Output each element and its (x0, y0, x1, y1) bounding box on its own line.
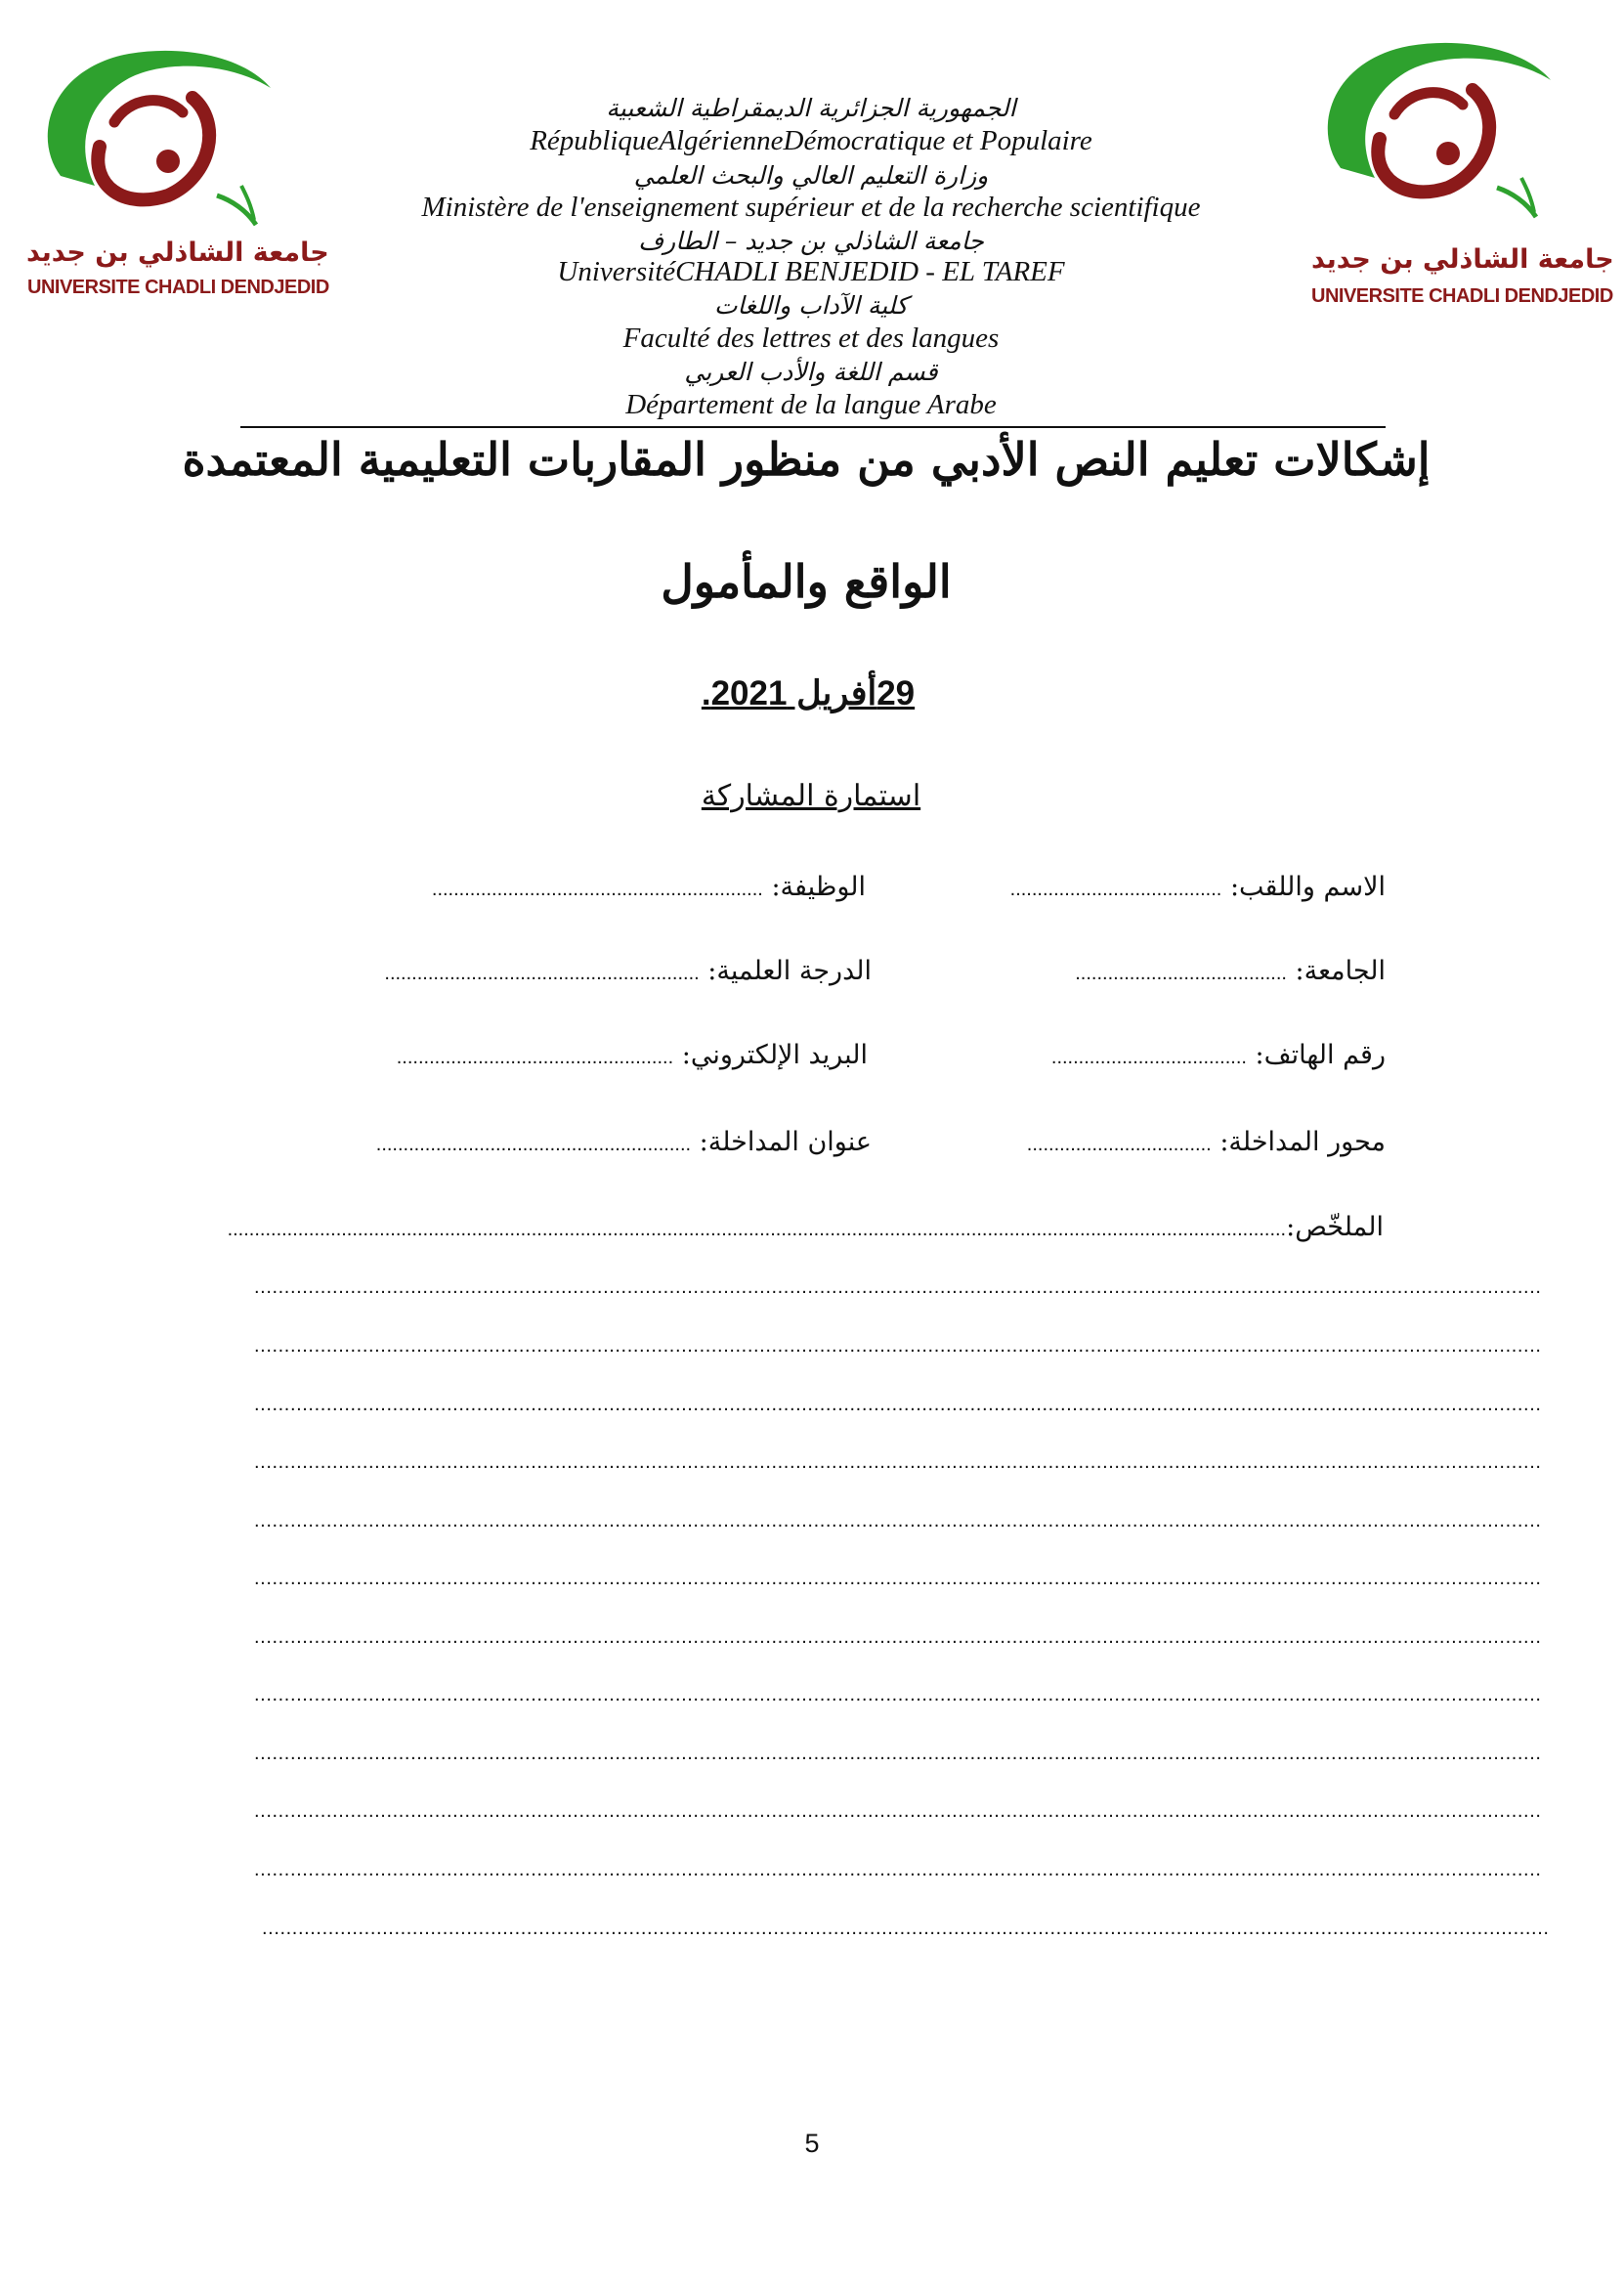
axis-field[interactable] (1027, 1127, 1386, 1157)
header-university-ar: جامعة الشاذلي بن جديد – الطارف (638, 227, 984, 255)
phone-dotted-line: .................................... (1050, 1047, 1247, 1068)
email-dotted-line: ................................................... (396, 1047, 674, 1068)
degree-label: الدرجة العلمية: (707, 956, 872, 986)
email-field[interactable] (397, 1040, 868, 1070)
name-field[interactable] (1010, 872, 1386, 902)
name-dotted-line: ....................................... (1009, 879, 1222, 900)
summary-line[interactable]: ...................................................................................................................................................................................................................... (254, 1800, 1542, 1822)
university-emblem-icon (21, 29, 285, 225)
email-label: البريد الإلكتروني: (681, 1040, 868, 1070)
conference-subtitle: الواقع والمأمول (661, 555, 952, 608)
header-republic-fr: RépubliqueAlgérienneDémocratique et Populaire (530, 125, 1092, 156)
axis-dotted-line: .................................. (1026, 1134, 1212, 1155)
summary-field[interactable] (227, 1212, 1384, 1242)
job-dotted-line: ............................................................. (431, 879, 763, 900)
summary-dotted-line: ................................................................................................................................................................................................... (227, 1219, 1287, 1240)
talk-title-field[interactable] (376, 1127, 872, 1157)
summary-line[interactable]: ...................................................................................................................................................................................................................... (254, 1451, 1542, 1473)
header-faculty-ar: كلية الآداب واللغات (714, 291, 908, 320)
conference-title: إشكالات تعليم النص الأدبي من منظور المقاربات التعليمية المعتمدة (182, 433, 1431, 486)
header-faculty-fr: Faculté des lettres et des langues (622, 323, 1000, 354)
job-label: الوظيفة: (771, 872, 866, 902)
university-emblem-icon (1302, 22, 1565, 217)
header-department-fr: Département de la langue Arabe (625, 389, 997, 420)
logo-latin-name: UNIVERSITE CHADLI DENDJEDID (1311, 285, 1613, 307)
talk-title-label: عنوان المداخلة: (699, 1127, 872, 1157)
header-university-fr: UniversitéCHADLI BENJEDID - EL TAREF (557, 256, 1065, 287)
university-logo-left (21, 29, 329, 323)
summary-line[interactable]: ...................................................................................................................................................................................................................... (254, 1394, 1542, 1415)
summary-line[interactable]: ...................................................................................................................................................................................................................... (254, 1335, 1542, 1357)
logo-latin-name: UNIVERSITE CHADLI DENDJEDID (27, 277, 329, 298)
form-heading: استمارة المشاركة (701, 779, 921, 813)
summary-line[interactable]: ...................................................................................................................................................................................................................... (254, 1626, 1542, 1648)
summary-line[interactable]: ...................................................................................................................................................................................................................... (254, 1568, 1542, 1589)
university-logo-right (1302, 22, 1614, 315)
phone-label: رقم الهاتف: (1255, 1040, 1386, 1070)
summary-line[interactable]: ...................................................................................................................................................................................................................... (254, 1510, 1542, 1531)
conference-date: 29أفريل 2021. (701, 674, 916, 712)
header-divider (240, 426, 1386, 428)
page-number: 5 (804, 2129, 820, 2158)
university-label: الجامعة: (1295, 956, 1386, 986)
header-ministry-ar: وزارة التعليم العالي والبحث العلمي (633, 161, 989, 190)
summary-line[interactable]: ...................................................................................................................................................................................................................... (254, 1743, 1542, 1764)
talk-title-dotted-line: .......................................................... (375, 1134, 692, 1155)
name-label: الاسم واللقب: (1229, 872, 1386, 902)
university-field[interactable] (1075, 956, 1386, 986)
degree-dotted-line: .......................................................... (384, 963, 700, 984)
summary-line[interactable]: ...................................................................................................................................................................................................................... (262, 1918, 1550, 1939)
header-ministry-fr: Ministère de l'enseignement supérieur et de la recherche scientifique (421, 192, 1201, 223)
logo-arabic-name: جامعة الشاذلي بن جديد (26, 237, 329, 268)
summary-line[interactable]: ...................................................................................................................................................................................................................... (254, 1859, 1542, 1880)
logo-arabic-name: جامعة الشاذلي بن جديد (1311, 244, 1614, 275)
phone-field[interactable] (1051, 1040, 1386, 1070)
job-field[interactable] (432, 872, 866, 902)
summary-label: الملخّص: (1286, 1212, 1384, 1242)
axis-label: محور المداخلة: (1219, 1127, 1386, 1157)
summary-line[interactable]: ...................................................................................................................................................................................................................... (254, 1276, 1542, 1298)
summary-line[interactable]: ...................................................................................................................................................................................................................... (254, 1684, 1542, 1705)
degree-field[interactable] (384, 956, 872, 986)
header-department-ar: قسم اللغة والأدب العربي (684, 358, 938, 386)
university-dotted-line: ....................................... (1075, 963, 1287, 984)
header-republic-ar: الجمهورية الجزائرية الديمقراطية الشعبية (606, 94, 1016, 122)
